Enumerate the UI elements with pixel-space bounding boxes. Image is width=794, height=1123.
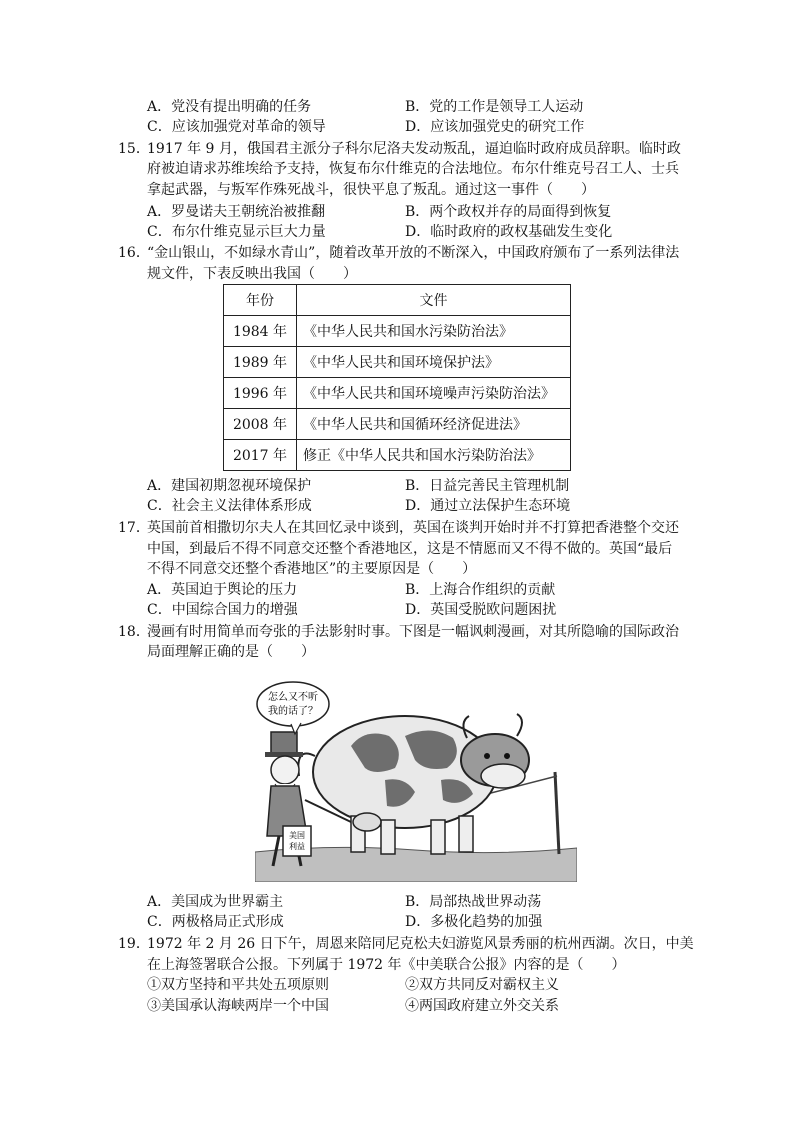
q17-option-d: D．英国受脱欧问题困扰 xyxy=(405,602,557,618)
q17-stem-line: 不得不同意交还整个香港地区”的主要原因是（ ） xyxy=(147,561,477,577)
speech-bubble-line: 我的话了？ xyxy=(268,706,318,717)
table-cell-document: 《中华人民共和国循环经济促进法》 xyxy=(297,409,571,440)
q19-stem-line: 1972 年 2 月 26 日下午，周恩来陪同尼克松夫妇游览风景秀丽的杭州西湖。次日，中美 xyxy=(147,936,694,952)
q19-item-4: ④两国政府建立外交关系 xyxy=(405,998,559,1014)
q16-stem-line: 规文件，下表反映出我国（ ） xyxy=(147,266,357,282)
q16-option-d: D．通过立法保护生态环境 xyxy=(405,498,571,514)
q18-stem-line: 局面理解正确的是（ ） xyxy=(147,644,315,660)
bucket-label-line: 美国 xyxy=(289,831,305,840)
table-cell-year: 1996 年 xyxy=(224,378,297,409)
satire-cartoon xyxy=(255,676,577,882)
laws-table xyxy=(223,284,571,471)
q19-number: 19． xyxy=(118,936,150,952)
q19-item-1: ①双方坚持和平共处五项原则 xyxy=(147,977,329,993)
q18-option-c: C．两极格局正式形成 xyxy=(147,914,284,930)
q18-option-d: D．多极化趋势的加强 xyxy=(405,914,543,930)
table-cell-year: 1989 年 xyxy=(224,347,297,378)
q18-option-a: A．美国成为世界霸主 xyxy=(147,894,284,910)
q15-stem-line: 拿起武器，与叛军作殊死战斗，很快平息了叛乱。通过这一事件（ ） xyxy=(147,182,595,198)
table-cell-year: 2008 年 xyxy=(224,409,297,440)
q17-stem-line: 英国前首相撒切尔夫人在其回忆录中谈到，英国在谈判开始时并不打算把香港整个交还 xyxy=(147,520,679,536)
q16-number: 16． xyxy=(118,245,150,261)
q15-option-b: B．两个政权并存的局面得到恢复 xyxy=(405,204,612,220)
q15-option-d: D．临时政府的政权基础发生变化 xyxy=(405,224,613,240)
table-cell-year: 1984 年 xyxy=(224,316,297,347)
q14-option-b: B．党的工作是领导工人运动 xyxy=(405,99,584,115)
q14-option-c: C．应该加强党对革命的领导 xyxy=(147,119,326,135)
table-cell-year: 2017 年 xyxy=(224,440,297,471)
q15-option-a: A．罗曼诺夫王朝统治被推翻 xyxy=(147,204,326,220)
q17-number: 17． xyxy=(118,520,150,536)
q17-option-b: B．上海合作组织的贡献 xyxy=(405,582,556,598)
q19-item-2: ②双方共同反对霸权主义 xyxy=(405,977,559,993)
table-cell-document: 《中华人民共和国环境保护法》 xyxy=(297,347,571,378)
q16-stem-line: “金山银山，不如绿水青山”，随着改革开放的不断深入，中国政府颁布了一系列法律法 xyxy=(147,245,680,261)
table-row xyxy=(224,409,571,440)
table-cell-document: 修正《中华人民共和国水污染防治法》 xyxy=(297,440,571,471)
table-row xyxy=(224,378,571,409)
q14-option-a: A．党没有提出明确的任务 xyxy=(147,99,312,115)
table-cell-document: 《中华人民共和国环境噪声污染防治法》 xyxy=(297,378,571,409)
q15-stem-line: 1917 年 9 月，俄国君主派分子科尔尼洛夫发动叛乱，逼迫临时政府成员辞职。临时政 xyxy=(147,141,681,157)
speech-bubble-line: 怎么又不听 xyxy=(268,692,318,703)
q18-stem-line: 漫画有时用简单而夸张的手法影射时事。下图是一幅讽刺漫画，对其所隐喻的国际政治 xyxy=(147,624,679,640)
table-header-year: 年份 xyxy=(224,285,297,316)
q18-number: 18． xyxy=(118,624,150,640)
table-row xyxy=(224,316,571,347)
q16-option-b: B．日益完善民主管理机制 xyxy=(405,478,570,494)
table-row xyxy=(224,440,571,471)
table-row xyxy=(224,347,571,378)
q15-number: 15． xyxy=(118,141,150,157)
table-header-row xyxy=(224,285,571,316)
q15-stem-line: 府被迫请求苏维埃给予支持，恢复布尔什维克的合法地位。布尔什维克号召工人、士兵 xyxy=(147,161,679,177)
q17-option-a: A．英国迫于舆论的压力 xyxy=(147,582,298,598)
bucket-label-line: 利益 xyxy=(289,842,305,851)
q15-option-c: C．布尔什维克显示巨大力量 xyxy=(147,224,326,240)
q17-option-c: C．中国综合国力的增强 xyxy=(147,602,298,618)
q16-option-c: C．社会主义法律体系形成 xyxy=(147,498,312,514)
table-cell-document: 《中华人民共和国水污染防治法》 xyxy=(297,316,571,347)
q19-item-3: ③美国承认海峡两岸一个中国 xyxy=(147,998,329,1014)
q14-option-d: D．应该加强党史的研究工作 xyxy=(405,119,585,135)
q19-stem-line: 在上海签署联合公报。下列属于 1972 年《中美联合公报》内容的是（ ） xyxy=(147,957,626,973)
q18-option-b: B．局部热战世界动荡 xyxy=(405,894,542,910)
q16-option-a: A．建国初期忽视环境保护 xyxy=(147,478,312,494)
table-header-document: 文件 xyxy=(297,285,571,316)
q17-stem-line: 中国，到最后不得不同意交还整个香港地区，这是不情愿而又不得不做的。英国“最后 xyxy=(147,541,673,557)
